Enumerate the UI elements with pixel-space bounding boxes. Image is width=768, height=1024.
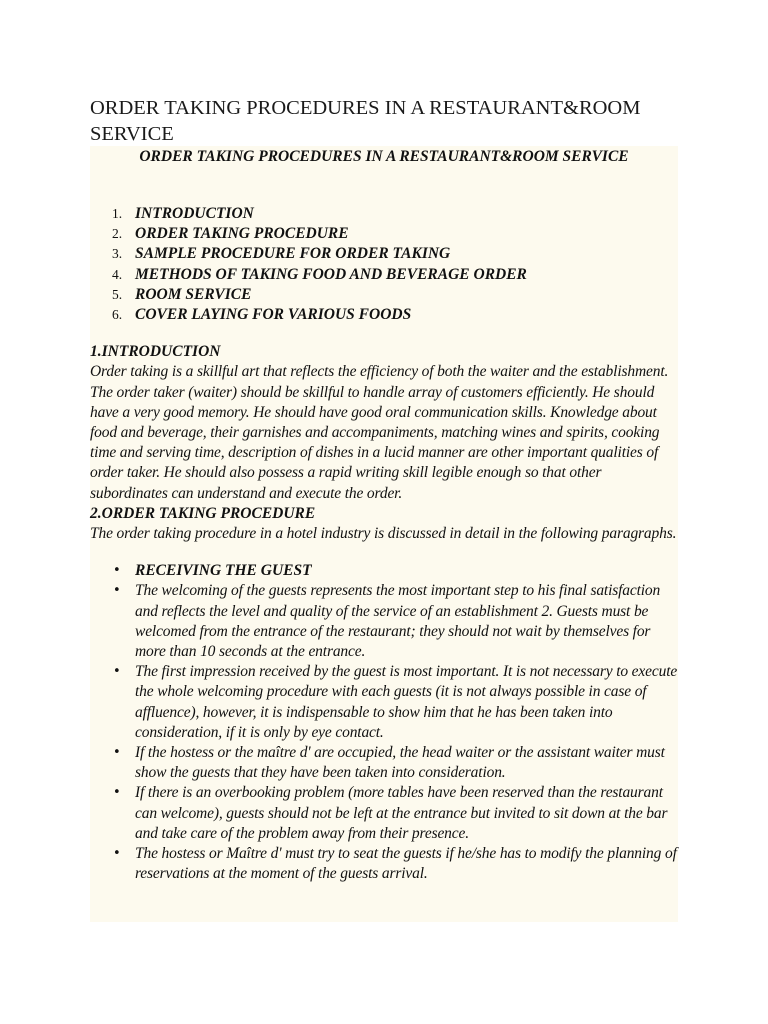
bullet-text: RECEIVING THE GUEST (135, 562, 312, 580)
toc-label: ROOM SERVICE (135, 285, 252, 303)
toc-item (90, 265, 678, 285)
toc-number: 1. (112, 206, 123, 221)
section-heading-introduction: 1.INTRODUCTION (90, 343, 221, 361)
toc-item (90, 305, 678, 325)
bullet-icon: • (113, 846, 121, 862)
bullet-item (90, 662, 678, 743)
bullet-icon: • (113, 664, 121, 680)
document-content (90, 146, 678, 922)
toc-label: COVER LAYING FOR VARIOUS FOODS (135, 306, 412, 324)
order-taking-paragraph: The order taking procedure in a hotel industry is discussed in detail in the following paragraphs. (90, 525, 677, 543)
bullet-item (90, 581, 678, 662)
toc-number: 6. (112, 307, 123, 323)
bullet-item (90, 743, 678, 783)
bullet-icon: • (113, 785, 121, 801)
bullet-item (90, 844, 678, 884)
bullet-text: If there is an overbooking problem (more tables have been reserved than the restaurant can welcome), guests should not be left at the entrance but invited to sit down at the bar and take care of the problem away from their presence. (135, 784, 668, 842)
introduction-paragraph: Order taking is a skillful art that reflects the efficiency of both the waiter and the establishment. The order taker (waiter) should be skillful to handle array of customers efficiently. He should have a very good memory. He should have good oral communication skills. Knowledge about food and beverage, their garnishes and accompaniments, matching wines and spirits, cooking time and serving time, description of dishes in a lucid manner are other important qualities of order taker. He should also possess a rapid writing skill legible enough so that other subordinates can understand and execute the order. (90, 363, 669, 502)
bullet-icon: • (113, 745, 121, 761)
bullet-list (90, 561, 678, 884)
bullet-text: If the hostess or the maître d' are occupied, the head waiter or the assistant waiter must show the guests that they have been taken into consideration. (135, 744, 665, 782)
table-of-contents (90, 204, 678, 325)
bullet-text: The first impression received by the guest is most important. It is not necessary to execute the whole welcoming procedure with each guests (it is not always possible in case of affluence), however, it is indispensable to show him that he has been taken into consideration, if it is only by eye contact. (135, 663, 678, 741)
page-title: ORDER TAKING PROCEDURES IN A RESTAURANT&ROOM SERVICE (90, 97, 641, 145)
content-title: ORDER TAKING PROCEDURES IN A RESTAURANT&ROOM SERVICE (139, 148, 629, 165)
toc-number: 5. (112, 286, 123, 302)
bullet-item (90, 783, 678, 844)
toc-label: METHODS OF TAKING FOOD AND BEVERAGE ORDER (135, 265, 527, 283)
bullet-icon: • (113, 583, 121, 599)
section-heading-order-taking-procedure: 2.ORDER TAKING PROCEDURE (90, 504, 316, 522)
toc-number: 3. (112, 246, 123, 262)
bullet-item (90, 561, 678, 581)
toc-item (90, 244, 678, 264)
toc-number: 4. (112, 266, 123, 282)
toc-label: INTRODUCTION (135, 205, 254, 222)
toc-label: ORDER TAKING PROCEDURE (135, 225, 349, 243)
toc-number: 2. (112, 226, 123, 242)
toc-label: SAMPLE PROCEDURE FOR ORDER TAKING (135, 245, 451, 263)
bullet-text: The welcoming of the guests represents the most important step to his final satisfaction and reflects the level and quality of the service of an establishment 2. Guests must be welcomed from the entrance of the restaurant; they should not wait by themselves for more than 10 seconds at the entrance. (135, 582, 661, 661)
bullet-text: The hostess or Maître d' must try to seat the guests if he/she has to modify the planning of reservations at the moment of the guests arrival. (135, 845, 677, 883)
toc-item (90, 285, 678, 305)
bullet-icon: • (113, 563, 121, 579)
toc-item (90, 204, 678, 224)
toc-item (90, 224, 678, 244)
